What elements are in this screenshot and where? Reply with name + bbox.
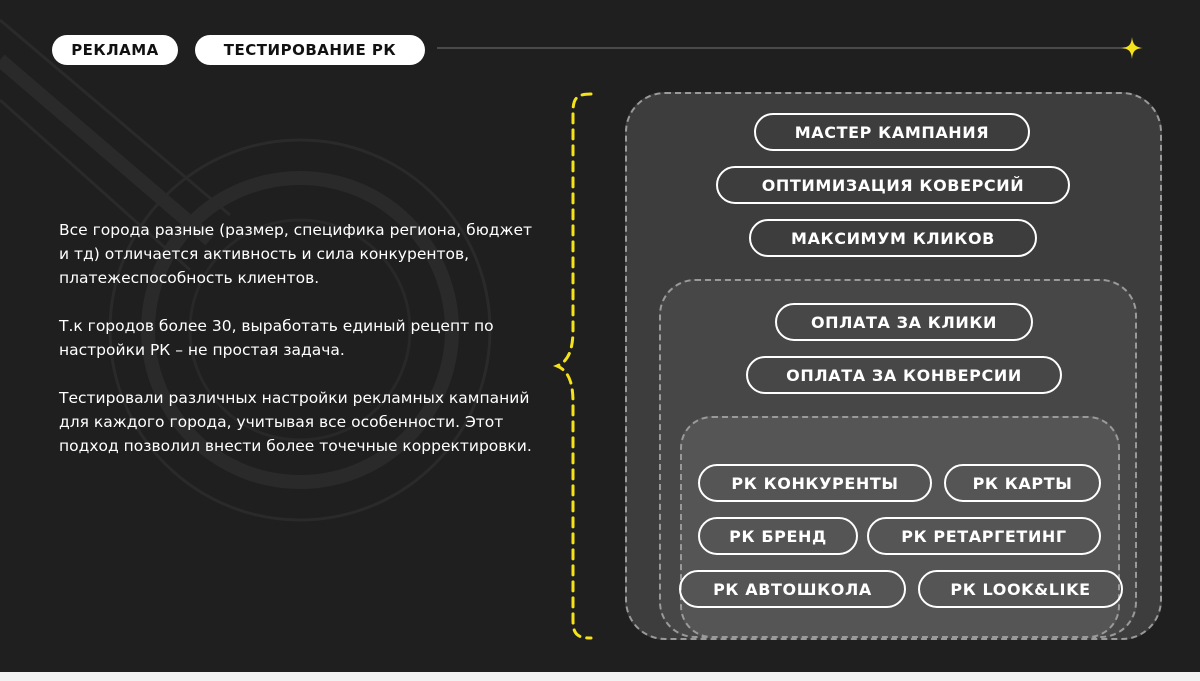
chip-rk-brand: РК БРЕНД xyxy=(698,517,858,555)
tag-campaign-testing: ТЕСТИРОВАНИЕ РК xyxy=(195,35,425,65)
chip-master-campaign: МАСТЕР КАМПАНИЯ xyxy=(754,113,1030,151)
description-text xyxy=(59,218,539,482)
chip-rk-look-like: РК LOOK&LIKE xyxy=(918,570,1123,608)
paragraph-testing: Тестировали различных настройки рекламных кампаний для каждого города, учитывая все особенности. Этот подход позволил внести более точечные корректировки. xyxy=(59,389,532,455)
header-divider xyxy=(437,47,1125,49)
chip-pay-per-click: ОПЛАТА ЗА КЛИКИ xyxy=(775,303,1033,341)
chip-rk-competitors: РК КОНКУРЕНТЫ xyxy=(698,464,932,502)
chip-rk-driving-school: РК АВТОШКОЛА xyxy=(679,570,906,608)
tag-advertising: РЕКЛАМА xyxy=(52,35,178,65)
chip-conversion-optimization: ОПТИМИЗАЦИЯ КОВЕРСИЙ xyxy=(716,166,1070,204)
sparkle-icon xyxy=(1121,37,1143,59)
paragraph-cities: Все города разные (размер, специфика региона, бюджет и тд) отличается активность и сила конкурентов, платежеспособность клиентов. xyxy=(59,221,533,287)
curly-brace-icon xyxy=(553,90,593,642)
chip-rk-retargeting: РК РЕТАРГЕТИНГ xyxy=(867,517,1101,555)
chip-max-clicks: МАКСИМУМ КЛИКОВ xyxy=(749,219,1037,257)
chip-rk-maps: РК КАРТЫ xyxy=(944,464,1101,502)
bottom-bar xyxy=(0,672,1200,681)
chip-pay-per-conversion: ОПЛАТА ЗА КОНВЕРСИИ xyxy=(746,356,1062,394)
paragraph-recipe: Т.к городов более 30, выработать единый рецепт по настройки РК – не простая задача. xyxy=(59,317,494,359)
